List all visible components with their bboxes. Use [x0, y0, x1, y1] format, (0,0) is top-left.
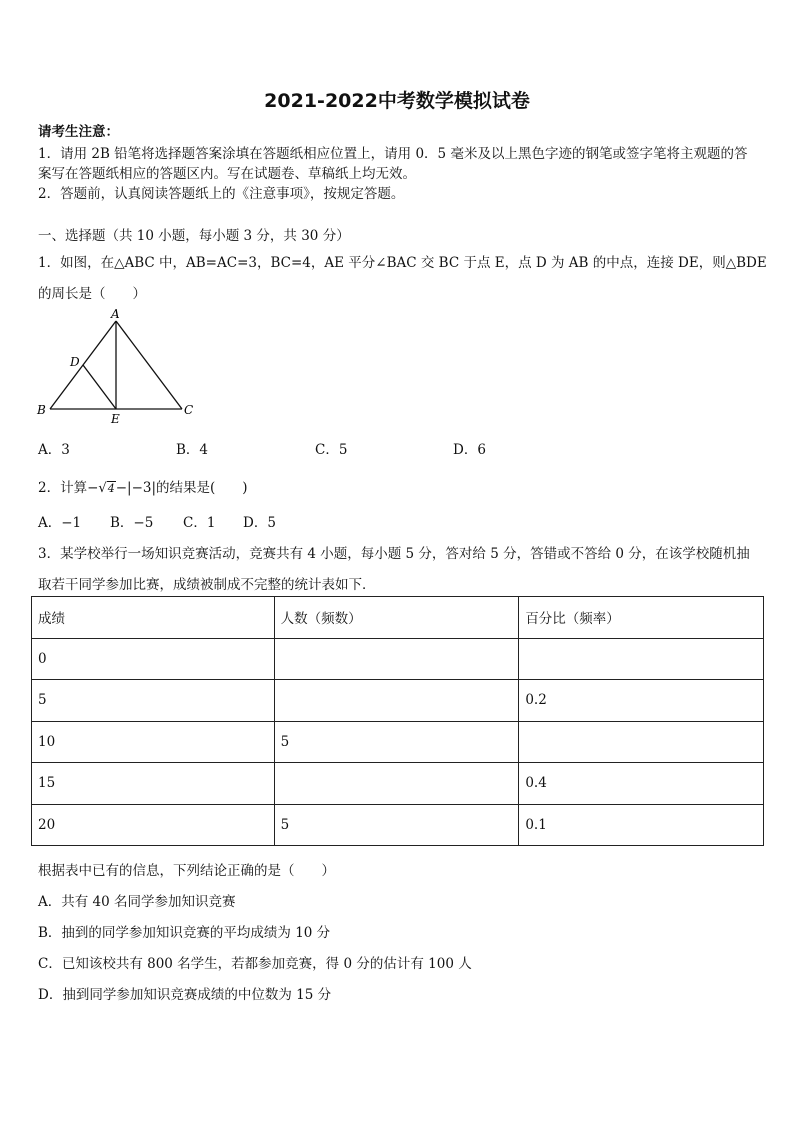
- score-table: [31, 596, 764, 846]
- table-cell: 10: [32, 721, 275, 763]
- q2-prefix: 2．计算: [38, 480, 88, 496]
- q3-option-b[interactable]: B．抽到的同学参加知识竞赛的平均成绩为 10 分: [38, 925, 331, 941]
- table-cell: 0.2: [519, 680, 764, 722]
- q2-text: [38, 476, 248, 496]
- label-e: E: [111, 412, 120, 426]
- table-cell: 15: [32, 763, 275, 805]
- table-cell: [274, 638, 519, 680]
- q2-middle: −|−3|: [115, 480, 157, 496]
- q1-option-b[interactable]: B．4: [176, 442, 209, 458]
- q3-option-c[interactable]: C．已知该校共有 800 名学生，若都参加竞赛，得 0 分的估计有 100 人: [38, 956, 472, 972]
- label-d: D: [70, 355, 80, 369]
- q1-text-line-2: 的周长是（ ）: [38, 286, 146, 302]
- q2-option-c[interactable]: C．1: [183, 515, 216, 531]
- q1-option-c[interactable]: C．5: [315, 442, 348, 458]
- notice-line-3: 2．答题前，认真阅读答题纸上的《注意事项》，按规定答题。: [38, 186, 405, 202]
- label-b: B: [37, 403, 46, 417]
- table-cell: 0: [32, 638, 275, 680]
- q3-option-a[interactable]: A．共有 40 名同学参加知识竞赛: [38, 894, 236, 910]
- table-cell: 0.1: [519, 804, 764, 846]
- table-header-cell: 人数（频数）: [274, 597, 519, 639]
- q2-option-d[interactable]: D．5: [243, 515, 276, 531]
- page-title: 2021-2022中考数学模拟试卷: [264, 90, 530, 112]
- table-cell: [519, 721, 764, 763]
- sqrt-radicand: 4: [107, 482, 115, 495]
- table-cell: 0.4: [519, 763, 764, 805]
- table-row: [32, 804, 764, 846]
- table-cell: [274, 763, 519, 805]
- table-cell: [274, 680, 519, 722]
- table-header-cell: 成绩: [32, 597, 275, 639]
- segment-ac: [116, 321, 182, 409]
- q3-option-d[interactable]: D．抽到同学参加知识竞赛成绩的中位数为 15 分: [38, 987, 332, 1003]
- q1-option-a[interactable]: A．3: [38, 442, 70, 458]
- q2-suffix: 的结果是( ): [156, 480, 248, 496]
- table-header-row: [32, 597, 764, 639]
- q3-text-line-1: 3．某学校举行一场知识竞赛活动，竞赛共有 4 小题，每小题 5 分，答对给 5 分，答错或不答给 0 分，在该学校随机抽: [38, 546, 750, 562]
- table-cell: 20: [32, 804, 275, 846]
- q1-option-d[interactable]: D．6: [453, 442, 486, 458]
- q3-text-line-2: 取若干同学参加比赛，成绩被制成不完整的统计表如下．: [38, 577, 376, 593]
- table-cell: 5: [274, 721, 519, 763]
- table-cell: 5: [32, 680, 275, 722]
- q2-option-a[interactable]: A．−1: [38, 515, 82, 531]
- table-cell: [519, 638, 764, 680]
- q2-option-b[interactable]: B．−5: [110, 515, 154, 531]
- table-header-cell: 百分比（频率）: [519, 597, 764, 639]
- notice-heading: 请考生注意：: [38, 124, 119, 140]
- table-cell: 5: [274, 804, 519, 846]
- sqrt-expression: √4: [98, 481, 115, 496]
- table-row: [32, 638, 764, 680]
- triangle-figure: [36, 306, 201, 428]
- q1-text-line-1: 1．如图，在△ABC 中，AB=AC=3，BC=4，AE 平分∠BAC 交 BC 于点 E，点 D 为 AB 的中点，连接 DE，则△BDE: [38, 255, 767, 271]
- notice-line-1: 1．请用 2B 铅笔将选择题答案涂填在答题纸相应位置上，请用 0．5 毫米及以上黑色字迹的钢笔或签字笔将主观题的答: [38, 146, 748, 162]
- section-heading: 一、选择题（共 10 小题，每小题 3 分，共 30 分）: [38, 228, 350, 244]
- table-row: [32, 763, 764, 805]
- label-a: A: [111, 307, 120, 321]
- table-row: [32, 680, 764, 722]
- segment-de: [83, 365, 116, 409]
- q2-minus: −: [87, 480, 99, 496]
- q3-question: 根据表中已有的信息，下列结论正确的是（ ）: [38, 863, 335, 879]
- label-c: C: [184, 403, 194, 417]
- table-row: [32, 721, 764, 763]
- notice-line-2: 案写在答题纸相应的答题区内。写在试题卷、草稿纸上均无效。: [38, 166, 416, 182]
